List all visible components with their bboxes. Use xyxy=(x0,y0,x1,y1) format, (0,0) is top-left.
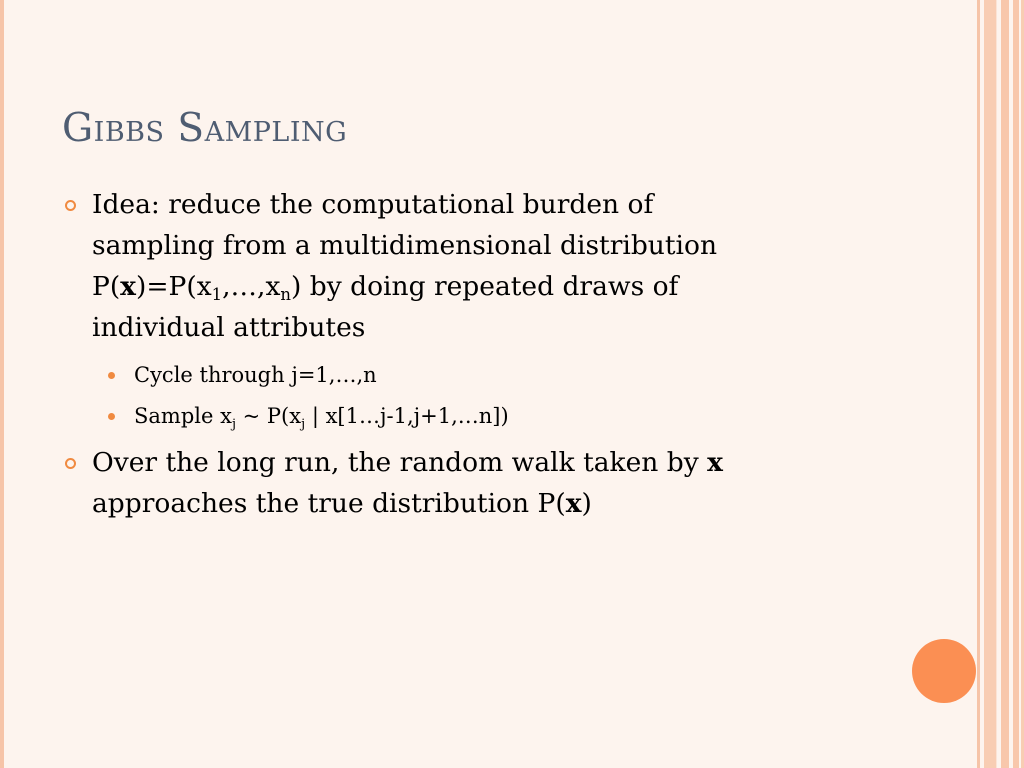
bullet-text: ) xyxy=(581,488,592,519)
ring-bullet-icon xyxy=(65,458,76,469)
bullet-text: Idea: reduce the computational burden of xyxy=(92,189,654,220)
slide-body xyxy=(64,184,894,528)
subscript: j xyxy=(231,417,236,432)
dot-bullet-icon xyxy=(108,413,115,420)
left-border-stripe xyxy=(0,0,4,768)
bullet-text: individual attributes xyxy=(92,312,366,343)
bullet-text: Over the long run, the random walk taken by xyxy=(92,447,708,478)
sub-bullet-text: Cycle through j=1,…,n xyxy=(134,363,377,387)
bold-variable: x xyxy=(565,488,582,519)
right-border-stripe xyxy=(977,0,980,768)
bullet-item xyxy=(64,184,894,348)
bold-variable: x xyxy=(707,447,723,478)
bullet-text: P( xyxy=(92,271,121,302)
right-border-stripe xyxy=(1001,0,1009,768)
right-border-stripe xyxy=(996,0,997,768)
subscript: j xyxy=(301,417,306,432)
bullet-text: ,…,x xyxy=(222,271,281,302)
bold-variable: x xyxy=(120,271,136,302)
slide-title: Gibbs Sampling xyxy=(62,106,348,151)
bullet-item xyxy=(64,442,894,524)
sub-bullet-text: ~ P(x xyxy=(235,404,302,428)
right-border-stripe xyxy=(984,0,996,768)
bullet-text: approaches the true distribution P( xyxy=(92,488,566,519)
sub-bullet-text: | x[1…j-1,j+1,…n]) xyxy=(305,404,509,428)
orange-circle-icon xyxy=(912,639,976,703)
subscript: 1 xyxy=(211,285,223,304)
right-border-stripe xyxy=(1013,0,1019,768)
sub-bullet-item xyxy=(106,403,894,430)
bullet-text: sampling from a multidimensional distribution xyxy=(92,230,718,261)
dot-bullet-icon xyxy=(108,372,115,379)
sub-bullet-text: Sample x xyxy=(134,404,232,428)
bullet-text: ) by doing repeated draws of xyxy=(290,271,679,302)
bullet-text: )=P(x xyxy=(135,271,212,302)
subscript: n xyxy=(280,285,291,304)
sub-bullet-item xyxy=(106,362,894,389)
ring-bullet-icon xyxy=(65,200,76,211)
